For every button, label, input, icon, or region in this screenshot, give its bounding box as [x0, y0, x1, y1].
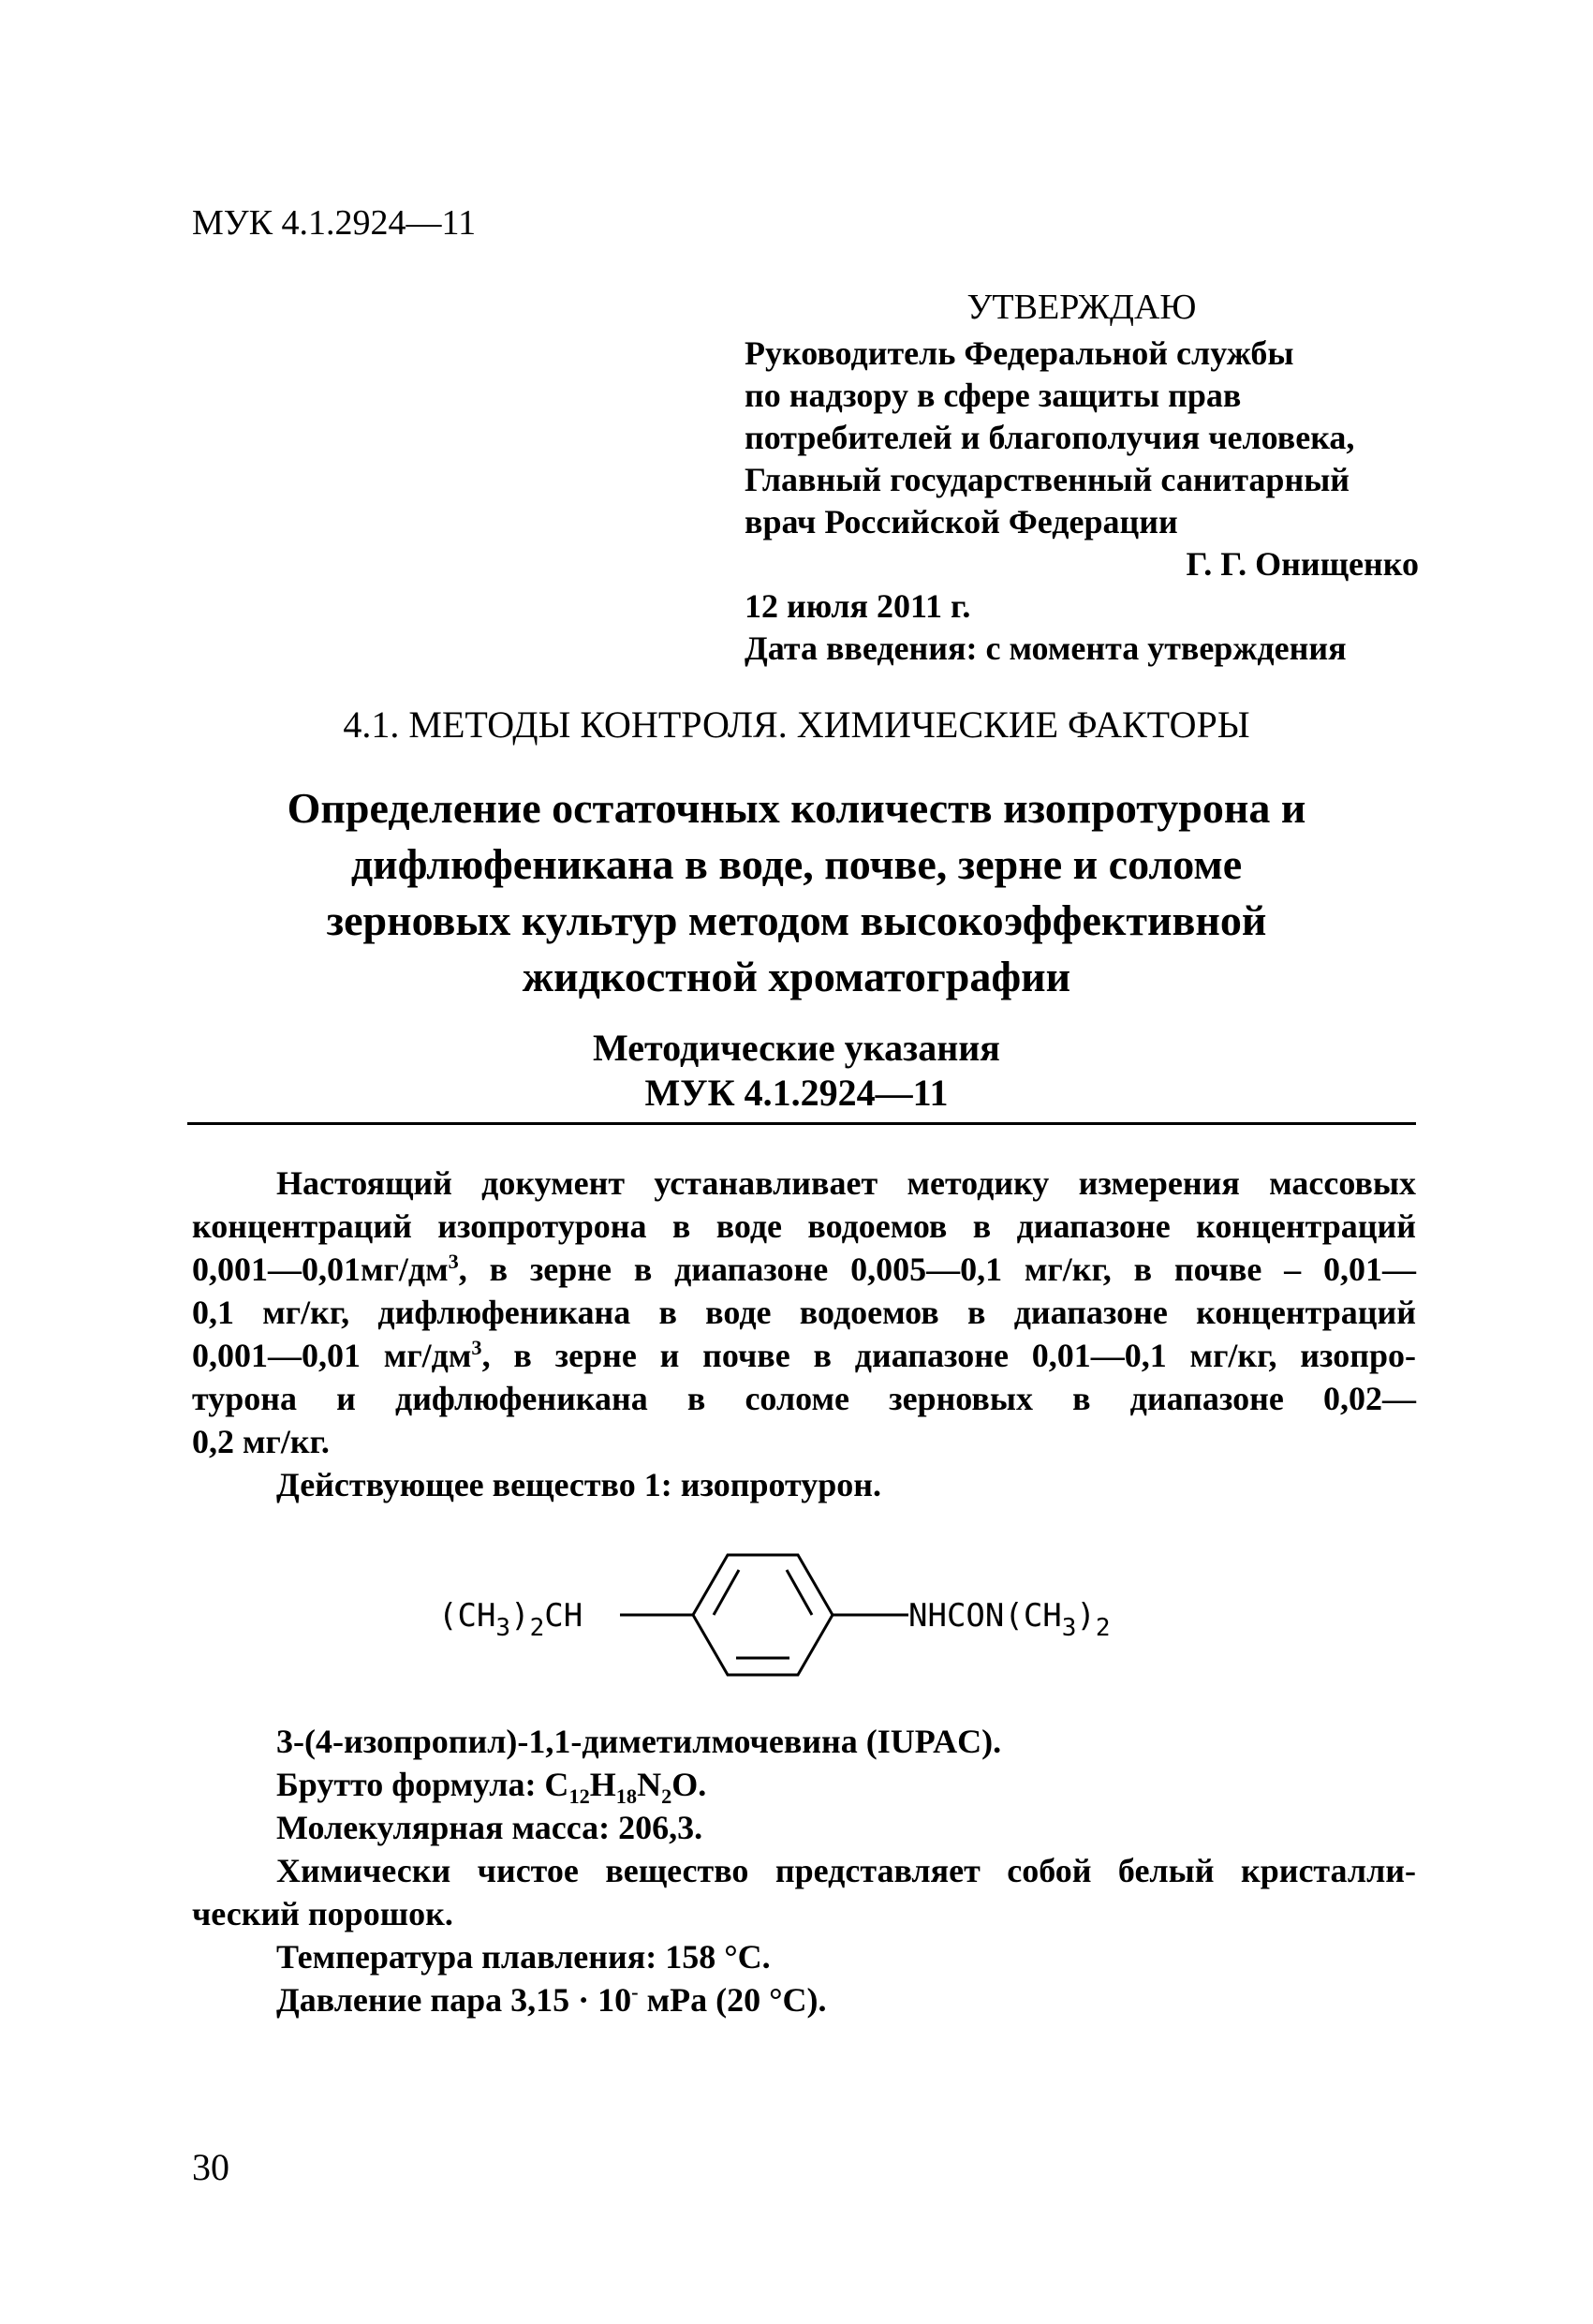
approval-line: потребителей и благополучия человека,: [745, 419, 1355, 456]
paragraph-line: 0,1 мг/кг, дифлюфеникана в воде водоемов в диапазоне концентраций: [192, 1294, 1416, 1331]
paragraph-line: турона и дифлюфеникана в соломе зерновых в диапазоне 0,02—: [192, 1380, 1416, 1417]
approval-effective-date: Дата введения: с момента утверждения: [745, 629, 1347, 667]
appearance-line: ческий порошок.: [192, 1895, 453, 1932]
subtitle-code: МУК 4.1.2924—11: [644, 1072, 949, 1114]
melting-point: Температура плавления: 158 °С.: [276, 1938, 771, 1976]
approval-heading: УТВЕРЖДАЮ: [966, 288, 1197, 327]
vapor-pressure: Давление пара 3,15 · 10- мРа (20 °С).: [276, 1980, 827, 2019]
appearance-line: Химически чистое вещество представляет собой белый кристалли-: [276, 1852, 1416, 1889]
substance-properties: [192, 1720, 1416, 2021]
gross-formula: Брутто формула: $C_{12}H_{18}N_2O$.: [276, 1766, 707, 1809]
subtitle-line: Методические указания: [593, 1027, 1000, 1069]
approval-line: Главный государственный санитарный: [745, 461, 1350, 498]
section-heading: 4.1. МЕТОДЫ КОНТРОЛЯ. ХИМИЧЕСКИЕ ФАКТОРЫ: [343, 703, 1250, 746]
document-subtitle: [187, 1026, 1406, 1116]
ring-double-bond: [714, 1570, 739, 1615]
title-line: жидкостной хроматографии: [522, 953, 1071, 1000]
molar-mass: Молекулярная масса: 206,3.: [276, 1809, 703, 1846]
approval-line: врач Российской Федерации: [745, 503, 1178, 540]
document-code: МУК 4.1.2924—11: [192, 203, 477, 243]
title-line: зерновых культур методом высокоэффективной: [326, 896, 1267, 944]
approval-line: по надзору в сфере защиты прав: [745, 377, 1242, 414]
formula-right-group: $NHCON(CH_3)_2$: [908, 1597, 1111, 1642]
paragraph-line: $0,001—0,01мг/дм^3$, в зерне в диапазоне 0,005—0,1 мг/кг, в почве – 0,01—: [192, 1250, 1416, 1288]
scope-paragraph: [192, 1162, 1416, 1463]
ring-double-bond: [787, 1570, 812, 1615]
page-number: 30: [192, 2146, 229, 2188]
approval-signatory: Г. Г. Онищенко: [1186, 545, 1419, 583]
paragraph-line: 0,001—0,01 $мг/дм^3$, в зерне и почве в диапазоне 0,01—0,1 мг/кг, изопро-: [192, 1336, 1416, 1374]
iupac-name: 3-(4-изопропил)-1,1-диметилмочевина (IUPAC).: [276, 1723, 1002, 1760]
approval-block: [745, 287, 1419, 670]
paragraph-line: Настоящий документ устанавливает методику измерения массовых: [276, 1164, 1416, 1202]
title-line: дифлюфеникана в воде, почве, зерне и соломе: [350, 840, 1243, 888]
title-line: Определение остаточных количеств изопротурона и: [287, 784, 1306, 832]
document-title: [187, 780, 1406, 1005]
structural-formula: [412, 1517, 1255, 1705]
paragraph-line: концентраций изопротурона в воде водоемов в диапазоне концентраций: [192, 1207, 1416, 1245]
formula-left-group: $(CH_3)_2CH$: [438, 1597, 583, 1642]
horizontal-rule: [187, 1122, 1416, 1125]
approval-line: Руководитель Федеральной службы: [745, 334, 1294, 372]
approval-date: 12 июля 2011 г.: [745, 587, 971, 625]
active-substance: [192, 1463, 1416, 1506]
active-substance-line: Действующее вещество 1: изопротурон.: [276, 1466, 881, 1503]
paragraph-line: 0,2 мг/кг.: [192, 1423, 330, 1460]
